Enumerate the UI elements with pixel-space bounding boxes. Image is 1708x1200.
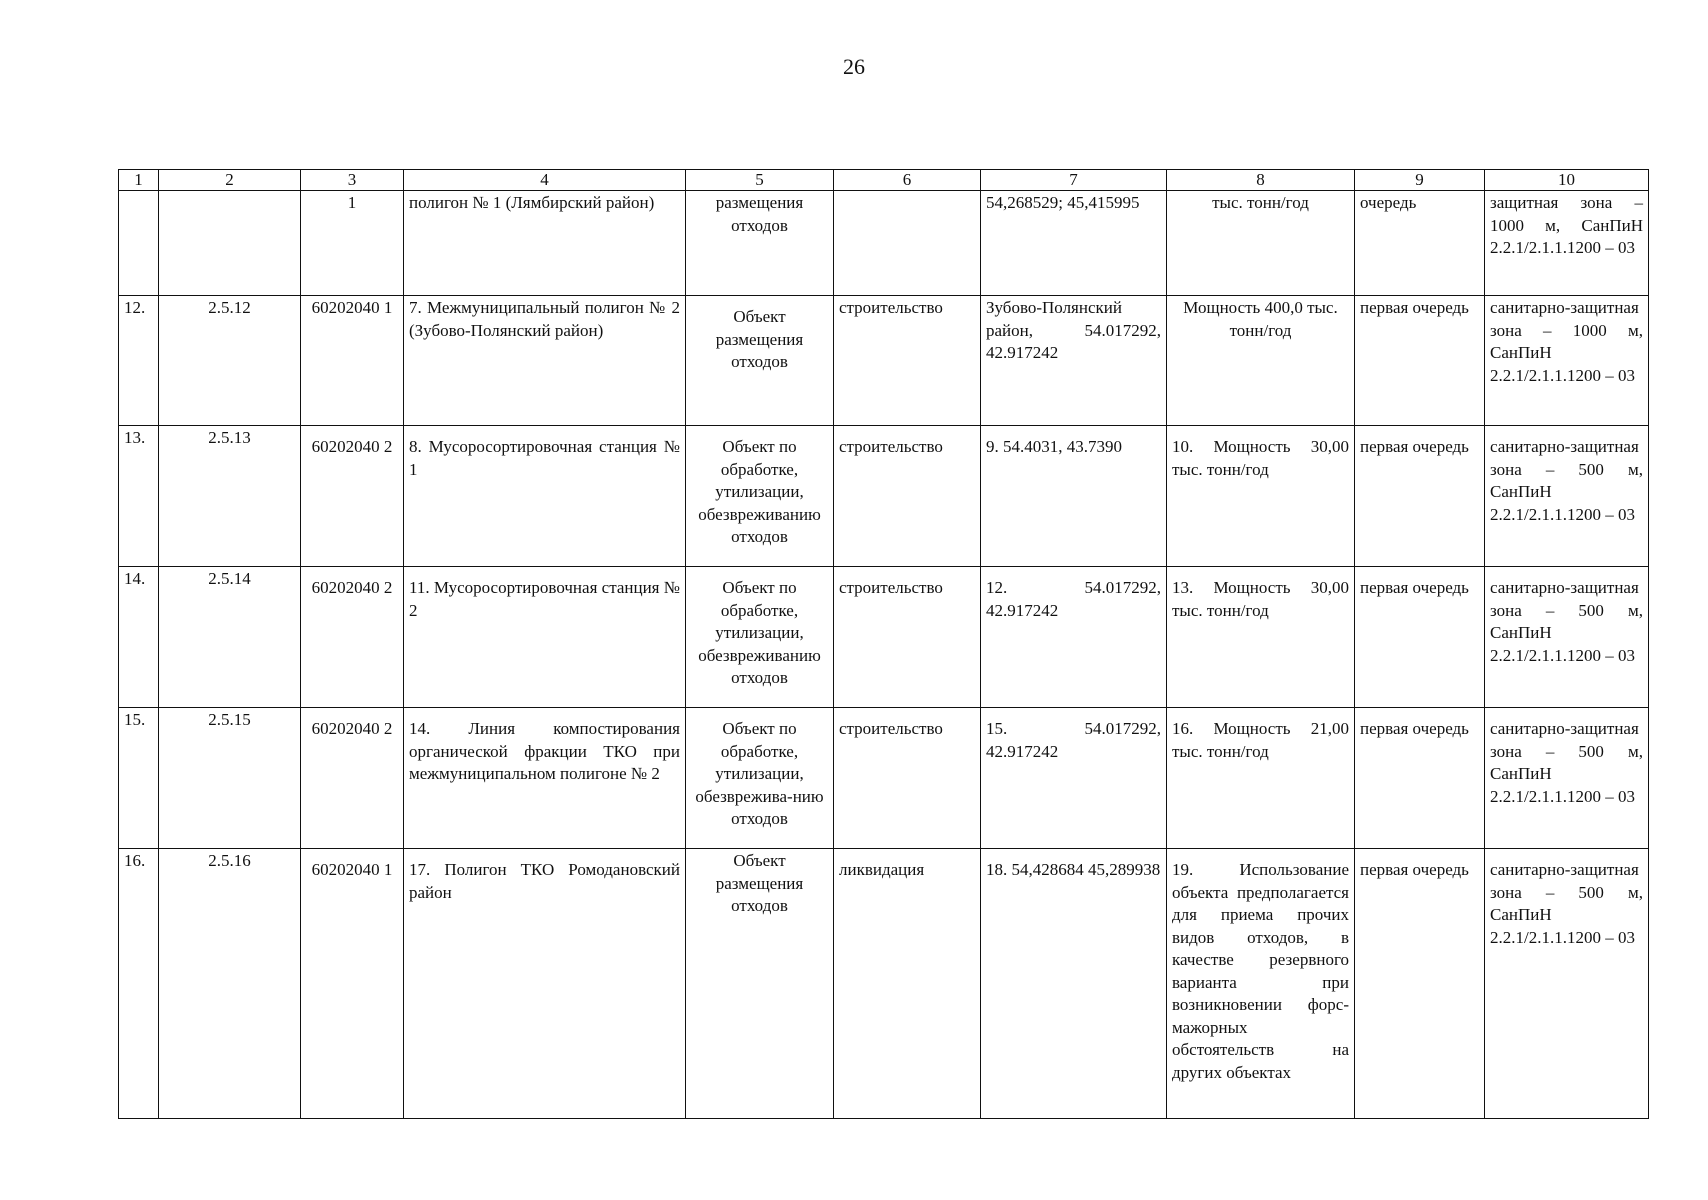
objects-table bbox=[118, 169, 1649, 1119]
object-type-cell: размещения отходов bbox=[686, 191, 834, 296]
column-number: 5 bbox=[686, 170, 834, 191]
oktmo-cell: 1 bbox=[301, 191, 404, 296]
stage-cell: первая очередь bbox=[1355, 849, 1485, 1119]
table-row bbox=[119, 849, 1649, 1119]
table-row bbox=[119, 708, 1649, 849]
oktmo-cell: 60202040 2 bbox=[301, 426, 404, 567]
column-number: 3 bbox=[301, 170, 404, 191]
location-cell: 18. 54,428684 45,289938 bbox=[981, 849, 1167, 1119]
protection-zone-cell: санитарно-защитная зона – 500 м, СанПиН 2.2.1/2.1.1.1200 – 03 bbox=[1485, 567, 1649, 708]
column-number: 6 bbox=[834, 170, 981, 191]
row-number-cell bbox=[119, 191, 159, 296]
column-number: 9 bbox=[1355, 170, 1485, 191]
location-cell: 9. 54.4031, 43.7390 bbox=[981, 426, 1167, 567]
activity-cell: ликвидация bbox=[834, 849, 981, 1119]
protection-zone-cell: санитарно-защитная зона – 500 м, СанПиН 2.2.1/2.1.1.1200 – 03 bbox=[1485, 426, 1649, 567]
activity-cell: строительство bbox=[834, 708, 981, 849]
activity-cell: строительство bbox=[834, 296, 981, 426]
row-number-cell: 14. bbox=[119, 567, 159, 708]
code-cell: 2.5.13 bbox=[159, 426, 301, 567]
capacity-cell: 10. Мощность 30,00 тыс. тонн/год bbox=[1167, 426, 1355, 567]
row-number-cell: 13. bbox=[119, 426, 159, 567]
object-name-cell: 17. Полигон ТКО Ромодановский район bbox=[404, 849, 686, 1119]
table-row bbox=[119, 567, 1649, 708]
oktmo-cell: 60202040 1 bbox=[301, 849, 404, 1119]
protection-zone-cell: санитарно-защитная зона – 1000 м, СанПиН 2.2.1/2.1.1.1200 – 03 bbox=[1485, 296, 1649, 426]
table-row bbox=[119, 191, 1649, 296]
row-number-cell: 12. bbox=[119, 296, 159, 426]
protection-zone-cell: санитарно-защитная зона – 500 м, СанПиН 2.2.1/2.1.1.1200 – 03 bbox=[1485, 849, 1649, 1119]
stage-cell: первая очередь bbox=[1355, 296, 1485, 426]
object-type-cell: Объект размещения отходов bbox=[686, 296, 834, 426]
activity-cell: строительство bbox=[834, 567, 981, 708]
column-number: 10 bbox=[1485, 170, 1649, 191]
stage-cell: первая очередь bbox=[1355, 567, 1485, 708]
page-number: 26 bbox=[843, 54, 865, 79]
table-row bbox=[119, 296, 1649, 426]
column-number-row bbox=[119, 170, 1649, 191]
code-cell: 2.5.12 bbox=[159, 296, 301, 426]
object-name-cell: полигон № 1 (Лямбирский район) bbox=[404, 191, 686, 296]
location-cell: 12. 54.017292, 42.917242 bbox=[981, 567, 1167, 708]
location-cell: 15. 54.017292, 42.917242 bbox=[981, 708, 1167, 849]
location-cell: Зубово-Полянский район, 54.017292, 42.917242 bbox=[981, 296, 1167, 426]
protection-zone-cell: санитарно-защитная зона – 500 м, СанПиН 2.2.1/2.1.1.1200 – 03 bbox=[1485, 708, 1649, 849]
code-cell: 2.5.16 bbox=[159, 849, 301, 1119]
column-number: 1 bbox=[119, 170, 159, 191]
column-number: 2 bbox=[159, 170, 301, 191]
object-type-cell: Объект размещения отходов bbox=[686, 849, 834, 1119]
stage-cell: очередь bbox=[1355, 191, 1485, 296]
oktmo-cell: 60202040 1 bbox=[301, 296, 404, 426]
table-row bbox=[119, 426, 1649, 567]
column-number: 4 bbox=[404, 170, 686, 191]
column-number: 7 bbox=[981, 170, 1167, 191]
object-type-cell: Объект по обработке, утилизации, обезвреживанию отходов bbox=[686, 426, 834, 567]
object-name-cell: 8. Мусоросортировочная станция № 1 bbox=[404, 426, 686, 567]
row-number-cell: 16. bbox=[119, 849, 159, 1119]
row-number-cell: 15. bbox=[119, 708, 159, 849]
code-cell: 2.5.15 bbox=[159, 708, 301, 849]
object-name-cell: 14. Линия компостирования органической фракции ТКО при межмуниципальном полигоне № 2 bbox=[404, 708, 686, 849]
capacity-cell: 19. Использование объекта предполагается для приема прочих видов отходов, в качестве резервного варианта при возникновении форс-мажорных обстоятельств на других объектах bbox=[1167, 849, 1355, 1119]
capacity-cell: 16. Мощность 21,00 тыс. тонн/год bbox=[1167, 708, 1355, 849]
capacity-cell: Мощность 400,0 тыс. тонн/год bbox=[1167, 296, 1355, 426]
protection-zone-cell: защитная зона – 1000 м, СанПиН 2.2.1/2.1.1.1200 – 03 bbox=[1485, 191, 1649, 296]
object-name-cell: 11. Мусоросортировочная станция № 2 bbox=[404, 567, 686, 708]
code-cell: 2.5.14 bbox=[159, 567, 301, 708]
object-type-cell: Объект по обработке, утилизации, обезврежива-нию отходов bbox=[686, 708, 834, 849]
activity-cell bbox=[834, 191, 981, 296]
stage-cell: первая очередь bbox=[1355, 426, 1485, 567]
oktmo-cell: 60202040 2 bbox=[301, 567, 404, 708]
column-number: 8 bbox=[1167, 170, 1355, 191]
stage-cell: первая очередь bbox=[1355, 708, 1485, 849]
code-cell bbox=[159, 191, 301, 296]
capacity-cell: 13. Мощность 30,00 тыс. тонн/год bbox=[1167, 567, 1355, 708]
object-type-cell: Объект по обработке, утилизации, обезвреживанию отходов bbox=[686, 567, 834, 708]
capacity-cell: тыс. тонн/год bbox=[1167, 191, 1355, 296]
object-name-cell: 7. Межмуниципальный полигон № 2 (Зубово-Полянский район) bbox=[404, 296, 686, 426]
oktmo-cell: 60202040 2 bbox=[301, 708, 404, 849]
activity-cell: строительство bbox=[834, 426, 981, 567]
location-cell: 54,268529; 45,415995 bbox=[981, 191, 1167, 296]
